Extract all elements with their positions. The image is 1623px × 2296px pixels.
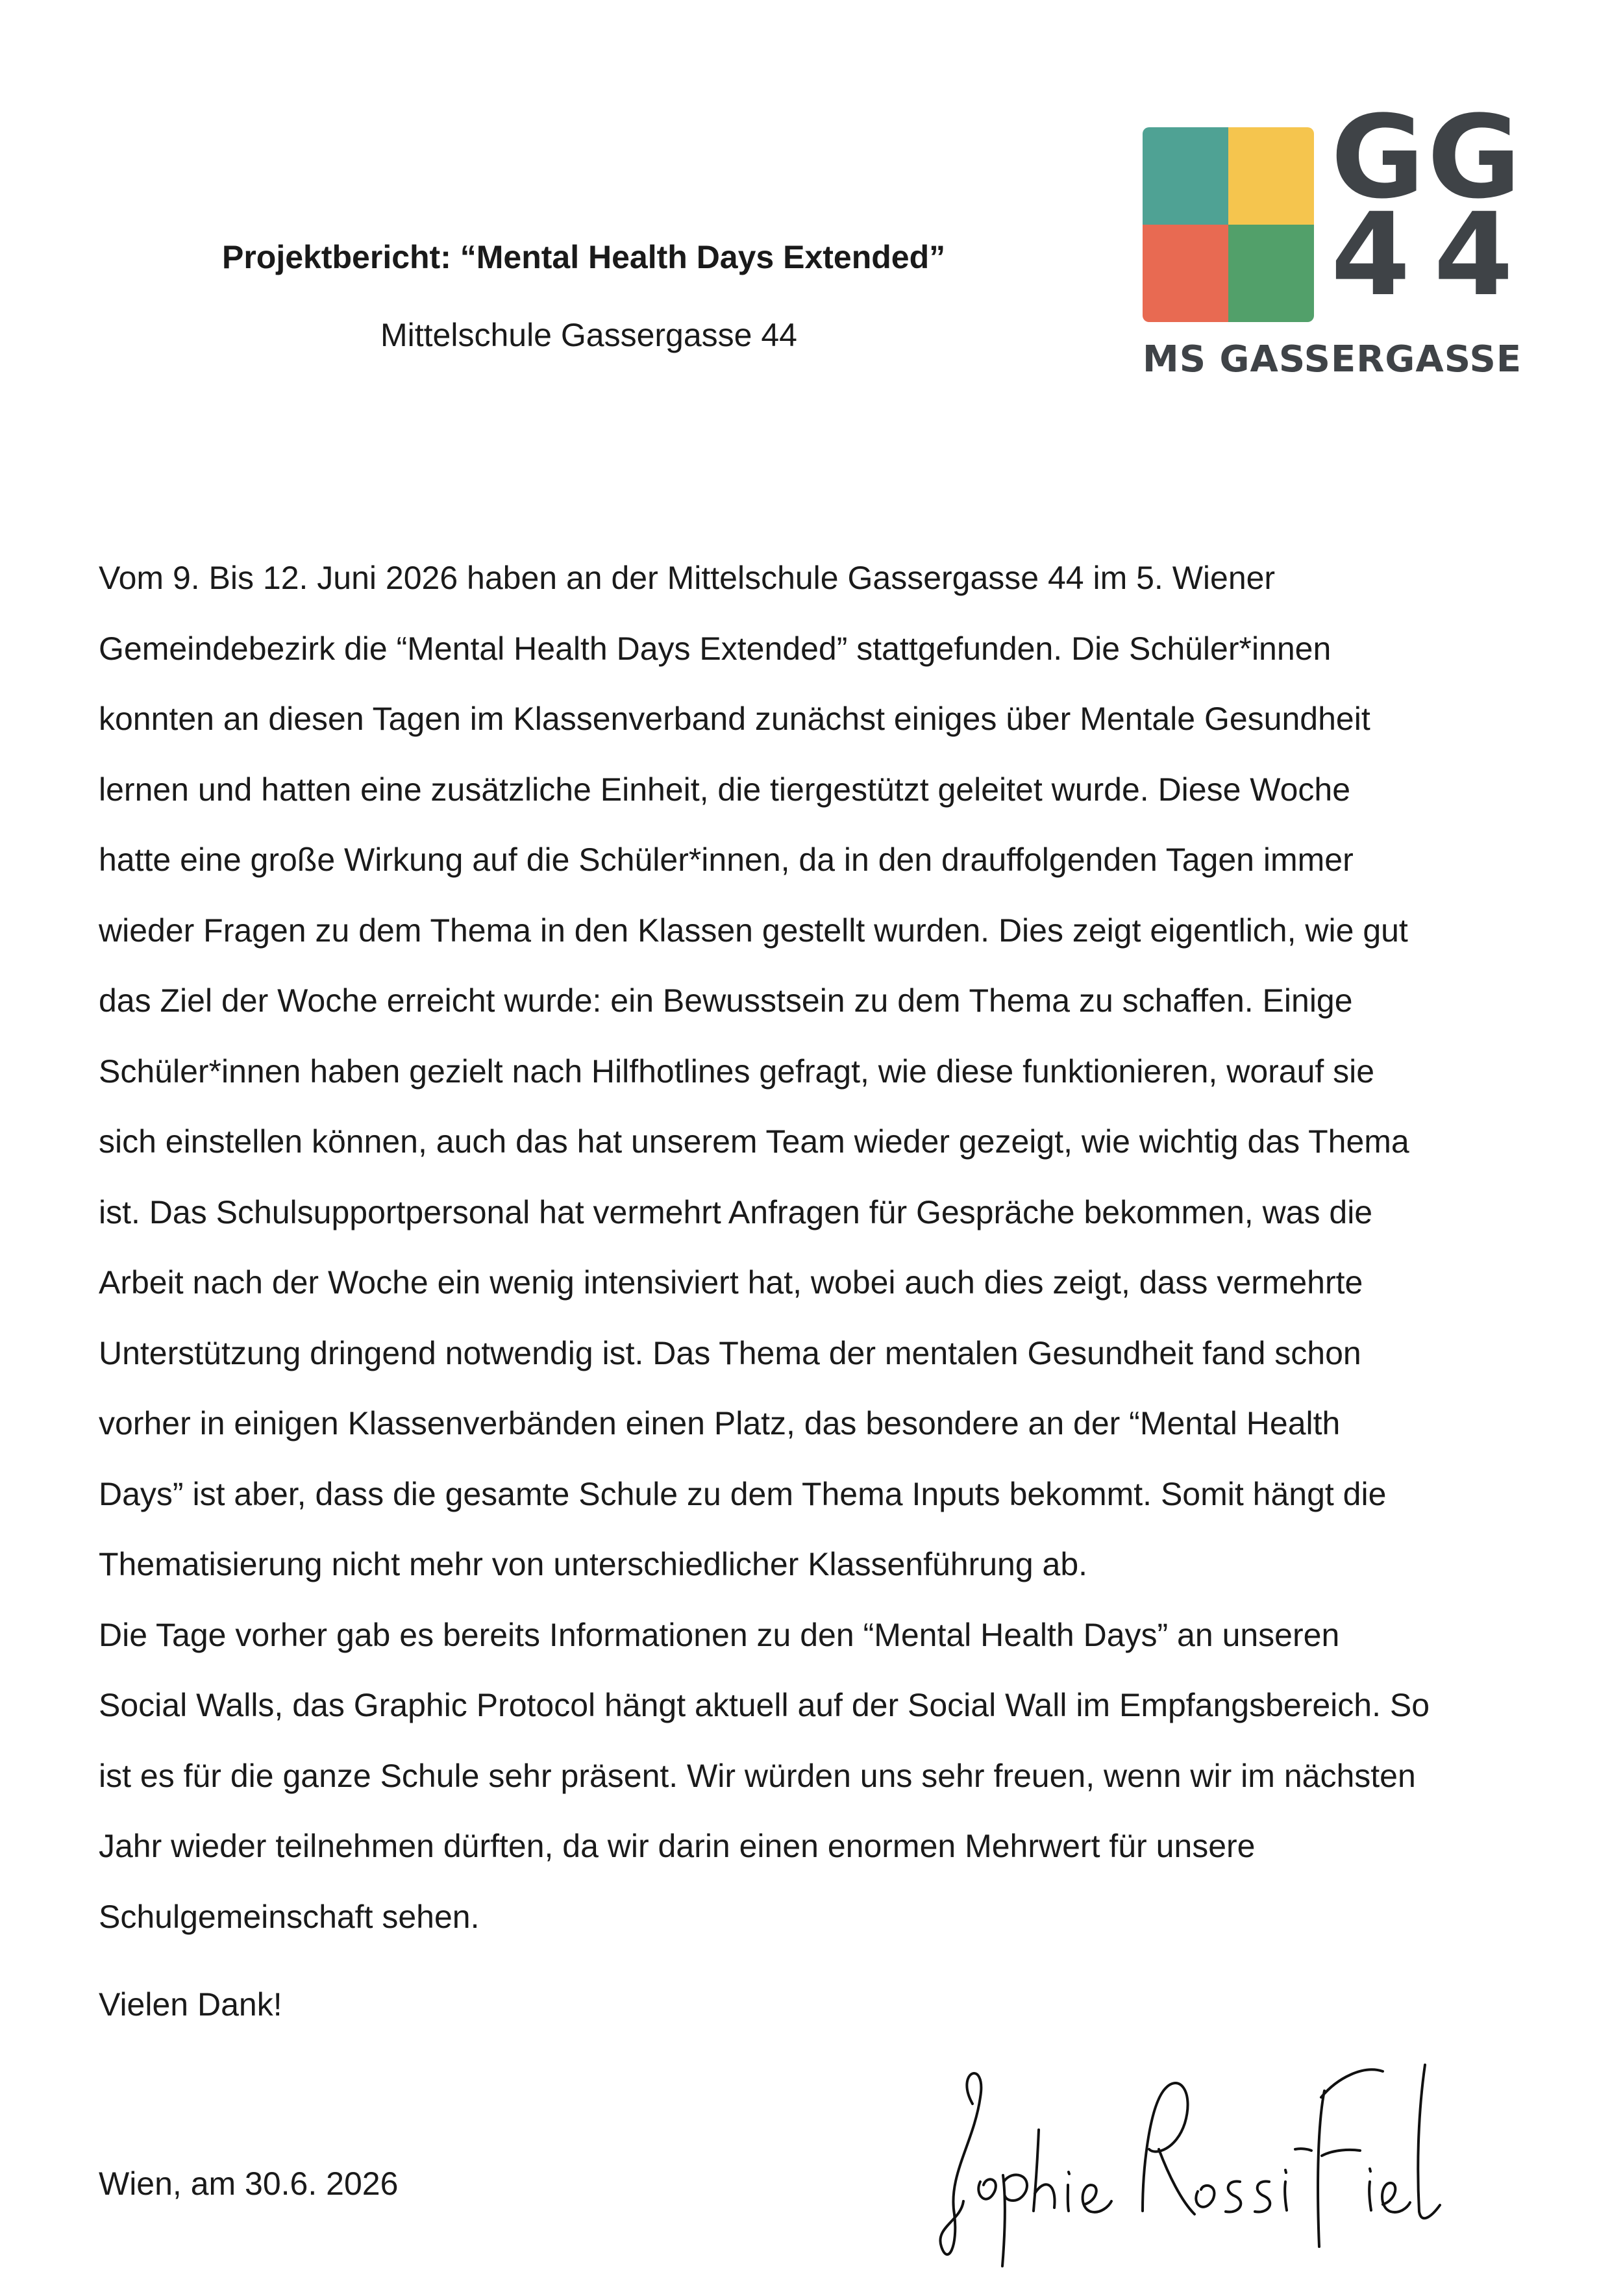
logo-square-top-right [1228,127,1314,225]
logo-square-bottom-right [1228,225,1314,322]
body-line: Days” ist aber, dass die gesamte Schule zu dem Thema Inputs bekommt. Somit hängt die [99,1475,1387,1512]
document-subtitle: Mittelschule Gassergasse 44 [380,317,797,353]
document-title: Projektbericht: “Mental Health Days Extended” [222,239,946,275]
handwritten-signature [935,2052,1454,2273]
body-line: Arbeit nach der Woche ein wenig intensiviert hat, wobei auch dies zeigt, dass vermehrte [99,1264,1363,1301]
body-line: Gemeindebezirk die “Mental Health Days Extended” stattgefunden. Die Schüler*innen [99,630,1332,667]
body-line: Unterstützung dringend notwendig ist. Das Thema der mentalen Gesundheit fand schon [99,1334,1361,1371]
logo-square-bottom-left [1143,225,1228,322]
body-line: wieder Fragen zu dem Thema in den Klassen gestellt wurden. Dies zeigt eigentlich, wie gut [99,912,1408,949]
logo-square-top-left [1143,127,1228,225]
body-line: das Ziel der Woche erreicht wurde: ein Bewusstsein zu dem Thema zu schaffen. Einige [99,982,1353,1019]
logo-caption: MS GASSERGASSE [1143,338,1522,381]
body-line: Thematisierung nicht mehr von unterschiedlicher Klassenführung ab. [99,1546,1088,1582]
body-line: sich einstellen können, auch das hat unserem Team wieder gezeigt, wie wichtig das Thema [99,1123,1409,1160]
logo-color-grid [1143,127,1314,322]
signature-strokes [940,2065,1440,2266]
body-line: Schüler*innen haben gezielt nach Hilfhotlines gefragt, wie diese funktionieren, worauf sie [99,1053,1375,1090]
body-line: lernen und hatten eine zusätzliche Einheit, die tiergestützt geleitet wurde. Diese Woche [99,771,1351,808]
logo-letters-bottom: 44 [1331,188,1537,321]
logo-lettering [1331,91,1537,321]
school-logo [1143,91,1537,387]
body-line: konnten an diesen Tagen im Klassenverband zunächst einiges über Mentale Gesundheit [99,701,1370,737]
place-and-date: Wien, am 30.6. 2026 [99,2165,399,2202]
closing-phrase: Vielen Dank! [99,1986,282,2023]
report-body [99,543,1540,1952]
body-line: hatte eine große Wirkung auf die Schüler*innen, da in den drauffolgenden Tagen immer [99,842,1354,878]
body-line: Schulgemeinschaft sehen. [99,1898,480,1935]
body-line: Die Tage vorher gab es bereits Informationen zu den “Mental Health Days” an unseren [99,1616,1340,1653]
body-line: ist es für die ganze Schule sehr präsent. Wir würden uns sehr freuen, wenn wir im nächsten [99,1757,1416,1794]
body-line: Vom 9. Bis 12. Juni 2026 haben an der Mittelschule Gassergasse 44 im 5. Wiener [99,560,1276,596]
body-line: Jahr wieder teilnehmen dürften, da wir darin einen enormen Mehrwert für unsere [99,1828,1256,1864]
body-line: ist. Das Schulsupportpersonal hat vermehrt Anfragen für Gespräche bekommen, was die [99,1193,1373,1230]
body-line: Social Walls, das Graphic Protocol hängt aktuell auf der Social Wall im Empfangsbereich. So [99,1687,1430,1723]
body-line: vorher in einigen Klassenverbänden einen Platz, das besondere an der “Mental Health [99,1405,1341,1441]
logo-letters-top: GG [1331,91,1524,224]
